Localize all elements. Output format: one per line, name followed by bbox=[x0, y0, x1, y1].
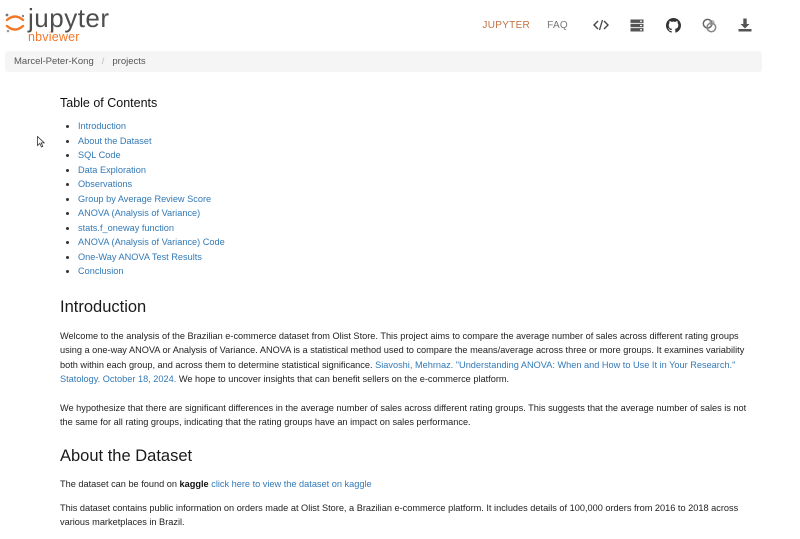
toc-item bbox=[78, 235, 750, 250]
nav-link-faq[interactable]: FAQ bbox=[547, 19, 568, 31]
notebook-content bbox=[60, 88, 750, 530]
logo-wordmark: jupyter bbox=[28, 3, 110, 33]
dataset-source-paragraph bbox=[60, 477, 750, 492]
kaggle-dataset-link[interactable]: click here to view the dataset on kaggle bbox=[211, 479, 372, 490]
toc-item bbox=[78, 250, 750, 265]
toc-link-introduction[interactable]: Introduction bbox=[78, 121, 127, 131]
toc-link-data-exploration[interactable]: Data Exploration bbox=[78, 164, 146, 175]
toc-link-anova[interactable]: ANOVA (Analysis of Variance) bbox=[78, 208, 201, 218]
breadcrumb-separator: / bbox=[101, 56, 105, 67]
jupyter-logo-icon bbox=[4, 12, 26, 34]
toc-item bbox=[78, 264, 750, 279]
toc-heading: Table of Contents bbox=[60, 96, 158, 110]
toc-item bbox=[78, 206, 750, 221]
breadcrumb-item-user[interactable]: Marcel-Peter-Kong bbox=[14, 56, 94, 67]
toc-link-group-by-review[interactable]: Group by Average Review Score bbox=[78, 193, 212, 204]
intro-text: Welcome to the analysis of the Brazilian e-commerce dataset from Olist Store. This project aims to compare the average number of sales across different rating groups using a one-way ANOVA or Analysis of Variance. ANOVA is a statistical method used to compare the means/average across three or more groups. It examines variability both within each group, and across them to determine statistical significance. bbox=[60, 330, 745, 370]
toc-link-f-oneway[interactable]: stats.f_oneway function bbox=[78, 222, 175, 233]
toc-item bbox=[78, 148, 750, 163]
toc-item bbox=[78, 119, 750, 134]
nav-menu bbox=[482, 0, 766, 50]
server-icon[interactable] bbox=[629, 17, 645, 33]
github-icon[interactable] bbox=[665, 17, 681, 33]
breadcrumb-item-projects[interactable]: projects bbox=[112, 56, 146, 67]
toc-item bbox=[78, 163, 750, 178]
dataset-description-paragraph: This dataset contains public information on orders made at Olist Store, a Brazilian e-commerce platform. It includes details of 100,000 orders from 2016 to 2018 across various marketplaces in Brazil. bbox=[60, 502, 739, 528]
toc-link-conclusion[interactable]: Conclusion bbox=[78, 266, 124, 276]
table-of-contents bbox=[60, 119, 750, 279]
mouse-cursor-icon bbox=[37, 136, 45, 148]
toc-item bbox=[78, 134, 750, 149]
toc-item bbox=[78, 192, 750, 207]
citation-link[interactable]: Siavoshi, Mehrnaz. "Understanding ANOVA: When and How to Use It in Your Research." Statology. October 18, 2024. bbox=[60, 359, 736, 385]
toc-link-sql-code[interactable]: SQL Code bbox=[78, 150, 121, 160]
toc-link-test-results[interactable]: One-Way ANOVA Test Results bbox=[78, 251, 202, 262]
code-icon[interactable] bbox=[593, 17, 609, 33]
nbviewer-logo[interactable] bbox=[4, 3, 114, 46]
hypothesis-paragraph: We hypothesize that there are significant differences in the average number of sales across different rating groups. This suggests that the average number of sales is not the same for all rating groups, indicating that the rating groups have an impact on sales performance. bbox=[60, 402, 747, 428]
kaggle-label: kaggle bbox=[179, 479, 209, 490]
nav-link-jupyter[interactable]: JUPYTER bbox=[482, 19, 531, 31]
intro-tail: We hope to uncover insights that can benefit sellers on the e-commerce platform. bbox=[178, 374, 510, 385]
navbar bbox=[0, 0, 800, 50]
toc-item bbox=[78, 221, 750, 236]
download-icon[interactable] bbox=[737, 17, 753, 33]
introduction-paragraph bbox=[60, 329, 750, 387]
breadcrumb bbox=[5, 51, 762, 72]
toc-link-anova-code[interactable]: ANOVA (Analysis of Variance) Code bbox=[78, 237, 225, 247]
toc-link-observations[interactable]: Observations bbox=[78, 179, 133, 189]
introduction-heading: Introduction bbox=[60, 297, 147, 316]
about-dataset-heading: About the Dataset bbox=[60, 447, 193, 466]
logo-subtitle: nbviewer bbox=[28, 30, 80, 44]
toc-link-about-dataset[interactable]: About the Dataset bbox=[78, 135, 152, 146]
toc-item bbox=[78, 177, 750, 192]
binder-icon[interactable] bbox=[701, 17, 717, 33]
dataset-source-prefix: The dataset can be found on bbox=[60, 479, 177, 490]
